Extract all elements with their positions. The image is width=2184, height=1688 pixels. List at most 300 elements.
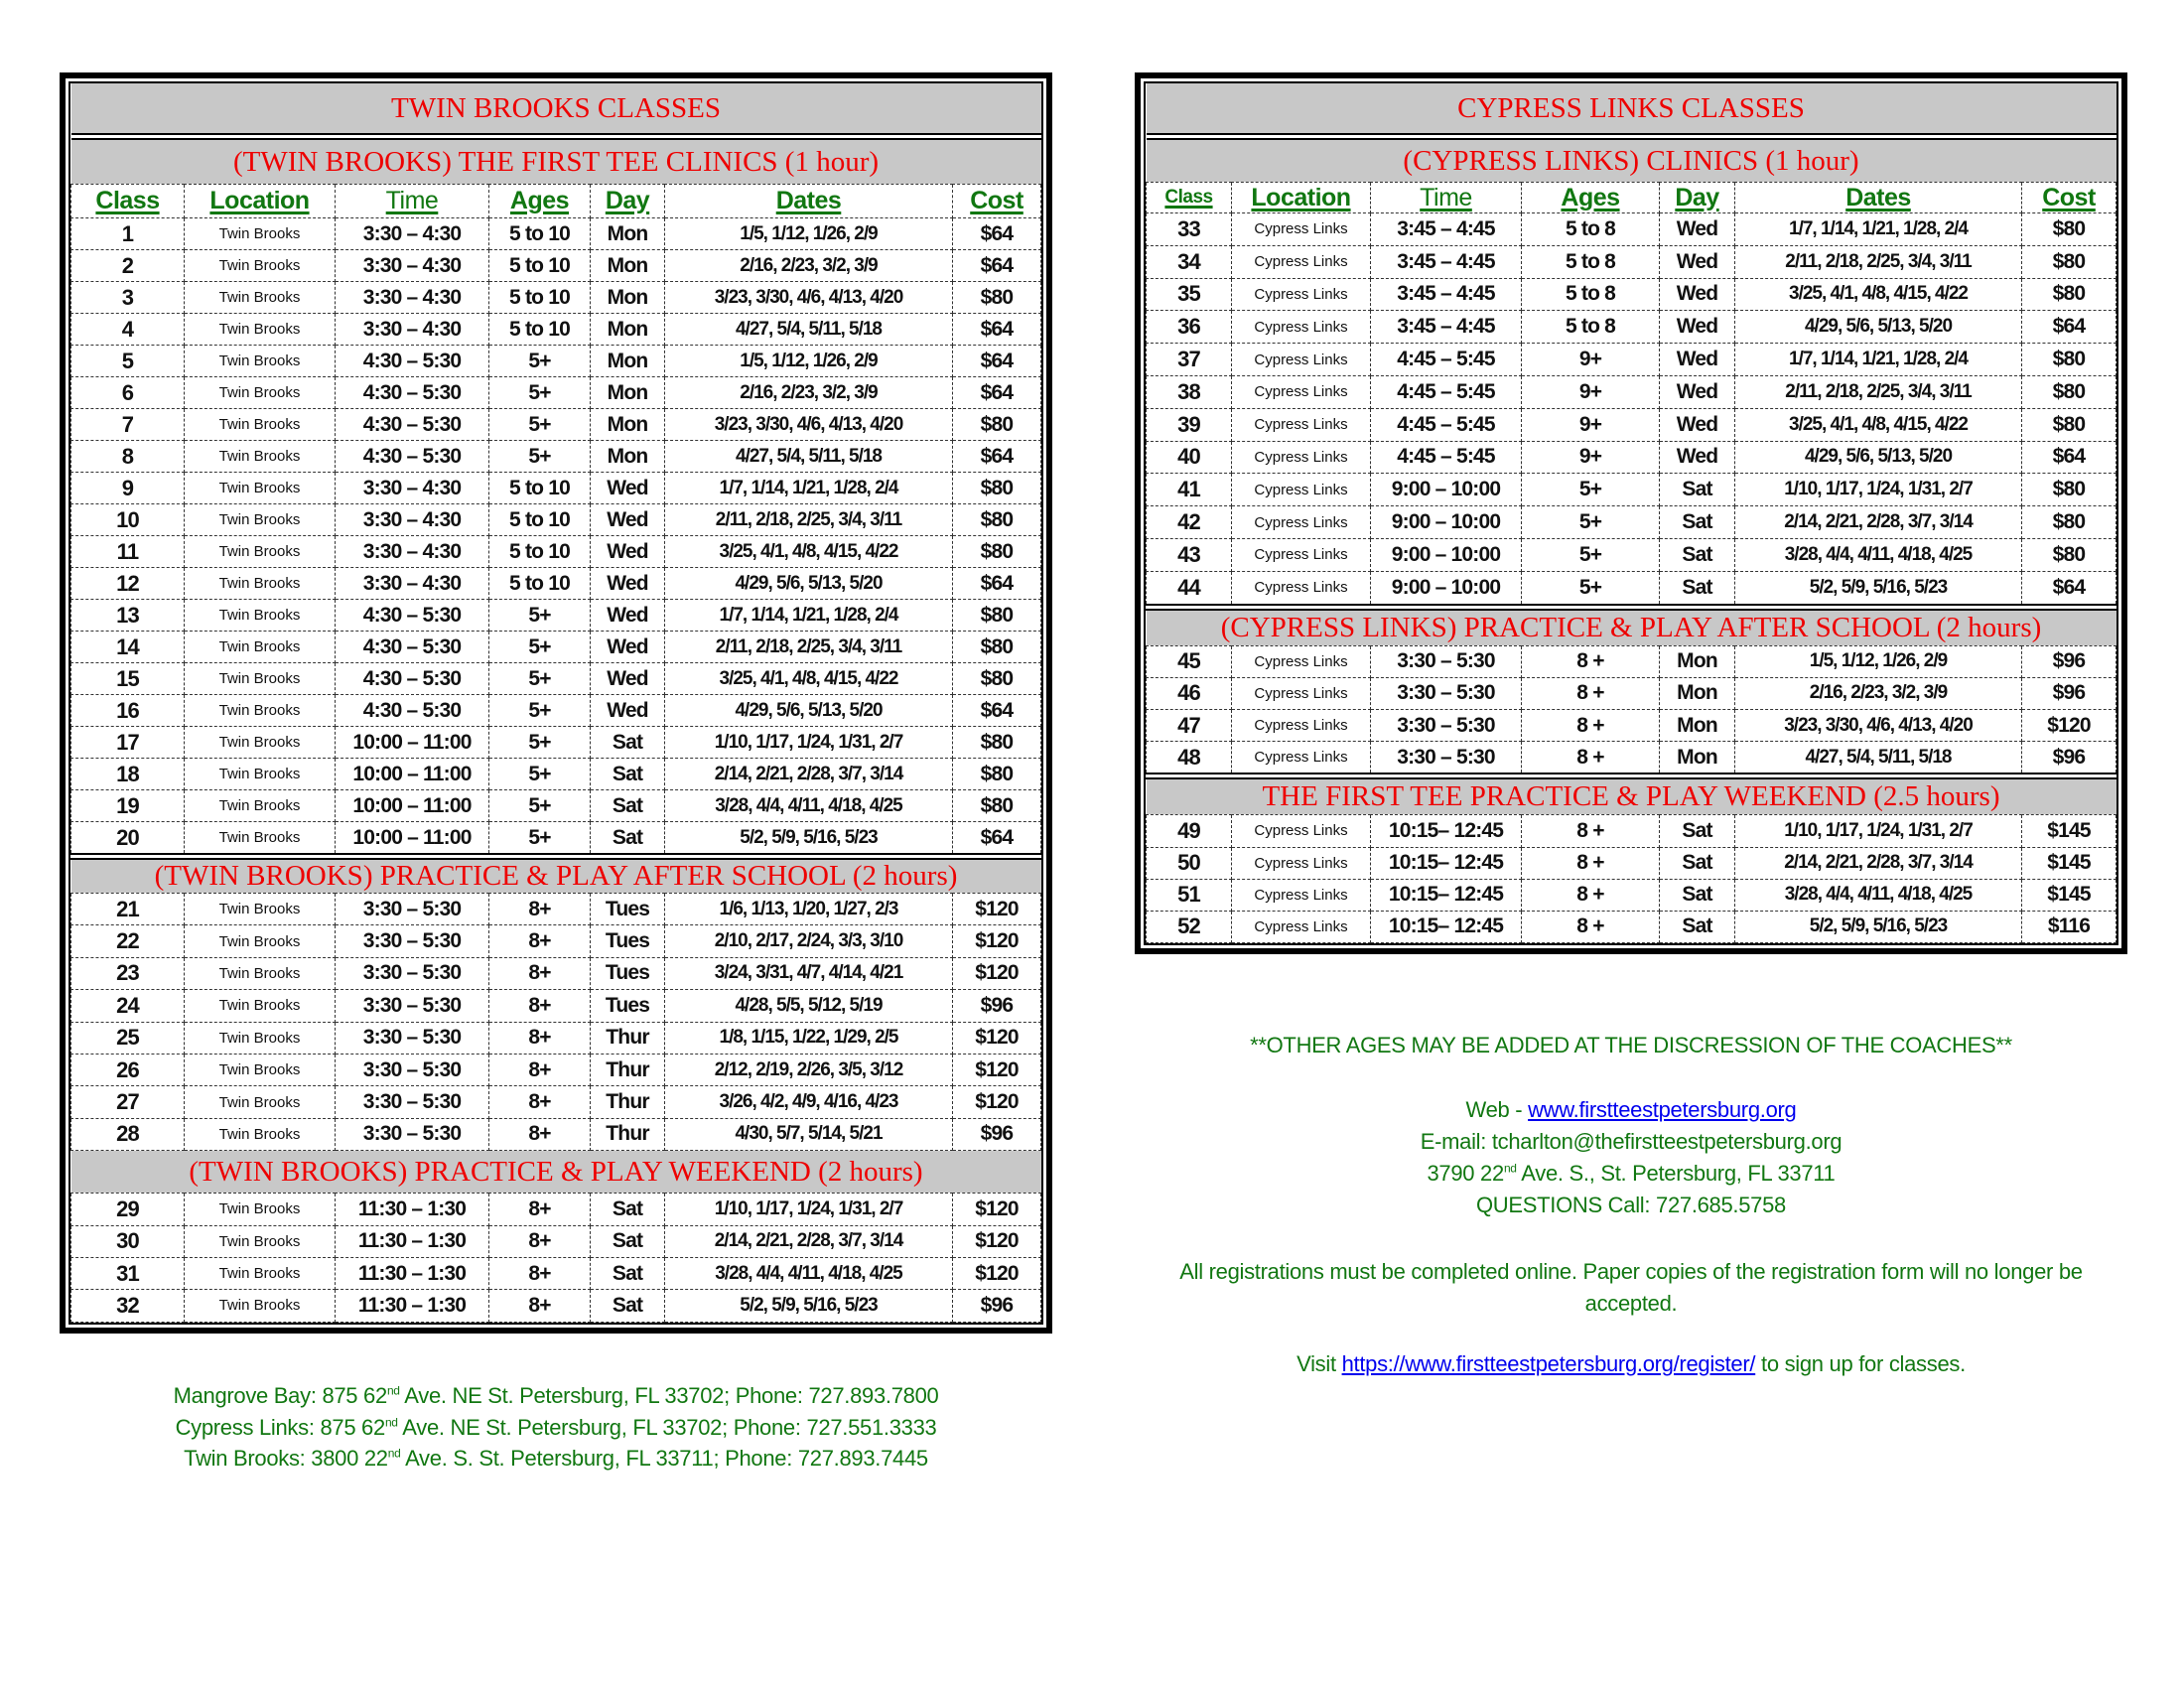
cell-day: Mon [591, 346, 665, 377]
cell-dates: 3/23, 3/30, 4/6, 4/13, 4/20 [1735, 709, 2022, 741]
table-row [71, 1257, 1041, 1289]
email-line: E-mail: tcharlton@thefirstteestpetersburg.org [1420, 1129, 1843, 1154]
cell-day: Sat [1660, 847, 1735, 879]
cell-class: 42 [1147, 506, 1232, 539]
cell-cost: $80 [953, 504, 1041, 536]
cell-day: Sat [1660, 879, 1735, 911]
table-row [1147, 474, 2116, 506]
table-row [71, 504, 1041, 536]
cell-ages: 5+ [489, 695, 591, 727]
cell-dates: 5/2, 5/9, 5/16, 5/23 [665, 1290, 953, 1322]
cell-cost: $120 [2022, 709, 2116, 741]
table-row [1147, 911, 2116, 942]
cell-time: 3:45 – 4:45 [1371, 213, 1522, 246]
cell-cost: $120 [953, 1257, 1041, 1289]
column-header-class: Class [1147, 183, 1232, 213]
cell-dates: 2/16, 2/23, 3/2, 3/9 [1735, 677, 2022, 709]
cell-class: 12 [71, 568, 185, 600]
cell-ages: 5 to 8 [1522, 278, 1660, 311]
cell-day: Thur [591, 1086, 665, 1118]
cell-class: 9 [71, 473, 185, 504]
table-row [71, 990, 1041, 1022]
cell-time: 9:00 – 10:00 [1371, 474, 1522, 506]
cell-location: Twin Brooks [185, 504, 336, 536]
cell-time: 4:45 – 5:45 [1371, 375, 1522, 408]
cell-dates: 3/23, 3/30, 4/6, 4/13, 4/20 [665, 282, 953, 314]
cell-dates: 1/7, 1/14, 1/21, 1/28, 2/4 [1735, 213, 2022, 246]
cell-day: Sat [1660, 506, 1735, 539]
cell-dates: 5/2, 5/9, 5/16, 5/23 [665, 822, 953, 857]
cell-day: Mon [591, 409, 665, 441]
cell-day: Wed [591, 504, 665, 536]
cell-time: 4:30 – 5:30 [336, 409, 489, 441]
cell-cost: $80 [2022, 375, 2116, 408]
cell-ages: 8+ [489, 1194, 591, 1225]
cell-time: 3:30 – 4:30 [336, 282, 489, 314]
cell-location: Twin Brooks [185, 1118, 336, 1150]
cell-class: 15 [71, 663, 185, 695]
cell-ages: 8+ [489, 1118, 591, 1150]
cell-dates: 1/6, 1/13, 1/20, 1/27, 2/3 [665, 894, 953, 925]
cell-day: Wed [591, 632, 665, 663]
cell-ages: 8 + [1522, 847, 1660, 879]
cell-dates: 1/10, 1/17, 1/24, 1/31, 2/7 [1735, 815, 2022, 847]
cell-day: Mon [591, 282, 665, 314]
cell-ages: 8 + [1522, 645, 1660, 677]
cell-location: Twin Brooks [185, 377, 336, 409]
cell-time: 9:00 – 10:00 [1371, 538, 1522, 571]
cell-location: Cypress Links [1232, 815, 1371, 847]
cell-location: Twin Brooks [185, 473, 336, 504]
cell-time: 10:00 – 11:00 [336, 822, 489, 857]
cell-dates: 4/28, 5/5, 5/12, 5/19 [665, 990, 953, 1022]
table-row [1147, 213, 2116, 246]
cell-time: 3:30 – 5:30 [336, 1022, 489, 1054]
address-detail: Ave. NE St. Petersburg, FL 33702; Phone: 727.893.7800 [399, 1383, 939, 1408]
table-row [71, 473, 1041, 504]
cell-ages: 5 to 10 [489, 282, 591, 314]
cell-class: 45 [1147, 645, 1232, 677]
cell-time: 3:30 – 4:30 [336, 504, 489, 536]
cell-location: Twin Brooks [185, 346, 336, 377]
visit-prefix: Visit [1297, 1351, 1342, 1376]
cell-ages: 9+ [1522, 344, 1660, 376]
cell-time: 4:45 – 5:45 [1371, 441, 1522, 474]
table-row [1147, 408, 2116, 441]
cell-location: Cypress Links [1232, 645, 1371, 677]
cell-time: 11:30 – 1:30 [336, 1290, 489, 1322]
cell-class: 5 [71, 346, 185, 377]
cell-ages: 9+ [1522, 375, 1660, 408]
cell-cost: $64 [953, 314, 1041, 346]
cell-time: 4:30 – 5:30 [336, 695, 489, 727]
cell-dates: 4/29, 5/6, 5/13, 5/20 [665, 695, 953, 727]
cell-day: Wed [591, 600, 665, 632]
column-header-class: Class [71, 185, 185, 218]
cell-location: Cypress Links [1232, 441, 1371, 474]
cell-day: Sat [1660, 538, 1735, 571]
cell-class: 46 [1147, 677, 1232, 709]
cell-cost: $80 [2022, 213, 2116, 246]
cell-ages: 5+ [489, 727, 591, 759]
cell-day: Mon [1660, 742, 1735, 776]
cypress-links-title: CYPRESS LINKS CLASSES [1147, 83, 2116, 137]
cell-cost: $96 [2022, 645, 2116, 677]
cell-location: Twin Brooks [185, 1086, 336, 1118]
cell-location: Twin Brooks [185, 925, 336, 957]
cell-class: 36 [1147, 311, 1232, 344]
cell-ages: 5+ [1522, 571, 1660, 607]
table-row [1147, 879, 2116, 911]
cell-cost: $80 [953, 759, 1041, 790]
column-header-cost: Cost [953, 185, 1041, 218]
cell-ages: 5 to 10 [489, 473, 591, 504]
cell-ages: 5+ [489, 632, 591, 663]
cell-day: Mon [591, 441, 665, 473]
table-row [1147, 311, 2116, 344]
website-link[interactable]: www.firstteestpetersburg.org [1528, 1097, 1797, 1122]
cell-dates: 1/10, 1/17, 1/24, 1/31, 2/7 [1735, 474, 2022, 506]
cell-time: 9:00 – 10:00 [1371, 571, 1522, 607]
cell-ages: 8+ [489, 990, 591, 1022]
cell-ages: 5+ [489, 441, 591, 473]
table-row [1147, 645, 2116, 677]
cell-time: 3:45 – 4:45 [1371, 278, 1522, 311]
cell-ages: 8+ [489, 957, 591, 989]
cell-day: Mon [1660, 677, 1735, 709]
table-row [71, 727, 1041, 759]
column-header-location: Location [1232, 183, 1371, 213]
cell-cost: $80 [953, 536, 1041, 568]
twin-brooks-title: TWIN BROOKS CLASSES [71, 83, 1041, 137]
cell-dates: 2/11, 2/18, 2/25, 3/4, 3/11 [1735, 375, 2022, 408]
cell-location: Twin Brooks [185, 632, 336, 663]
cell-time: 4:30 – 5:30 [336, 346, 489, 377]
cell-dates: 2/14, 2/21, 2/28, 3/7, 3/14 [1735, 847, 2022, 879]
cell-time: 4:45 – 5:45 [1371, 408, 1522, 441]
cell-cost: $120 [953, 894, 1041, 925]
visit-line [1135, 1351, 2127, 1377]
cell-class: 10 [71, 504, 185, 536]
cell-class: 6 [71, 377, 185, 409]
address-number: 3790 22 [1427, 1161, 1504, 1186]
cell-dates: 3/24, 3/31, 4/7, 4/14, 4/21 [665, 957, 953, 989]
cell-day: Sat [591, 1257, 665, 1289]
cell-location: Twin Brooks [185, 282, 336, 314]
address-line [60, 1415, 1052, 1441]
cell-cost: $80 [2022, 278, 2116, 311]
cell-dates: 2/12, 2/19, 2/26, 3/5, 3/12 [665, 1054, 953, 1085]
cell-day: Wed [1660, 311, 1735, 344]
cell-cost: $64 [953, 568, 1041, 600]
cell-class: 16 [71, 695, 185, 727]
cell-ages: 9+ [1522, 408, 1660, 441]
cell-location: Cypress Links [1232, 213, 1371, 246]
cell-ages: 5+ [489, 377, 591, 409]
cell-location: Cypress Links [1232, 408, 1371, 441]
cell-cost: $96 [953, 990, 1041, 1022]
cell-ages: 5 to 10 [489, 536, 591, 568]
register-link[interactable]: https://www.firstteestpetersburg.org/register/ [1341, 1351, 1756, 1376]
cell-time: 3:30 – 4:30 [336, 218, 489, 250]
cell-time: 10:00 – 11:00 [336, 759, 489, 790]
cell-cost: $64 [2022, 441, 2116, 474]
cell-dates: 2/14, 2/21, 2/28, 3/7, 3/14 [1735, 506, 2022, 539]
cell-time: 11:30 – 1:30 [336, 1257, 489, 1289]
cell-class: 2 [71, 250, 185, 282]
cell-class: 30 [71, 1225, 185, 1257]
column-header-ages: Ages [1522, 183, 1660, 213]
cell-location: Twin Brooks [185, 536, 336, 568]
section-title: (CYPRESS LINKS) PRACTICE & PLAY AFTER SCHOOL (2 hours) [1147, 607, 2116, 645]
cell-class: 50 [1147, 847, 1232, 879]
cell-dates: 3/25, 4/1, 4/8, 4/15, 4/22 [1735, 408, 2022, 441]
cell-class: 1 [71, 218, 185, 250]
cell-day: Thur [591, 1118, 665, 1150]
cell-day: Wed [1660, 408, 1735, 441]
cell-cost: $64 [953, 822, 1041, 857]
cell-ages: 8+ [489, 1054, 591, 1085]
cell-cost: $80 [2022, 344, 2116, 376]
cell-dates: 1/5, 1/12, 1/26, 2/9 [1735, 645, 2022, 677]
cell-ages: 5+ [489, 790, 591, 822]
cell-time: 11:30 – 1:30 [336, 1225, 489, 1257]
cell-class: 41 [1147, 474, 1232, 506]
cell-dates: 3/28, 4/4, 4/11, 4/18, 4/25 [1735, 879, 2022, 911]
table-row [71, 409, 1041, 441]
table-row [71, 894, 1041, 925]
cell-class: 26 [71, 1054, 185, 1085]
table-row [71, 632, 1041, 663]
cell-ages: 8+ [489, 1257, 591, 1289]
cell-time: 3:30 – 4:30 [336, 473, 489, 504]
cell-dates: 1/10, 1/17, 1/24, 1/31, 2/7 [665, 1194, 953, 1225]
cell-time: 3:30 – 4:30 [336, 314, 489, 346]
cell-location: Twin Brooks [185, 727, 336, 759]
cell-ages: 5+ [1522, 474, 1660, 506]
cell-location: Twin Brooks [185, 1290, 336, 1322]
cell-cost: $120 [953, 1225, 1041, 1257]
cell-cost: $64 [953, 695, 1041, 727]
table-row [71, 1290, 1041, 1322]
address-text: Twin Brooks: 3800 22 [184, 1446, 388, 1471]
ordinal-suffix: nd [386, 1383, 400, 1398]
table-row [1147, 742, 2116, 776]
cell-class: 48 [1147, 742, 1232, 776]
cell-ages: 8 + [1522, 879, 1660, 911]
cell-ages: 5 to 8 [1522, 311, 1660, 344]
table-row [1147, 815, 2116, 847]
column-header-ages: Ages [489, 185, 591, 218]
cell-dates: 4/27, 5/4, 5/11, 5/18 [665, 441, 953, 473]
cypress-links-schedule [1135, 72, 2127, 954]
cell-class: 13 [71, 600, 185, 632]
cell-dates: 2/16, 2/23, 3/2, 3/9 [665, 250, 953, 282]
cell-day: Sat [591, 1290, 665, 1322]
section-title: (CYPRESS LINKS) CLINICS (1 hour) [1147, 137, 2116, 183]
visit-suffix: to sign up for classes. [1755, 1351, 1966, 1376]
cell-dates: 3/25, 4/1, 4/8, 4/15, 4/22 [665, 536, 953, 568]
cell-cost: $80 [953, 663, 1041, 695]
cell-location: Twin Brooks [185, 695, 336, 727]
cell-cost: $80 [953, 282, 1041, 314]
section-title: (TWIN BROOKS) PRACTICE & PLAY WEEKEND (2 hours) [71, 1151, 1041, 1194]
cell-cost: $80 [953, 600, 1041, 632]
cell-ages: 8 + [1522, 815, 1660, 847]
cell-dates: 1/7, 1/14, 1/21, 1/28, 2/4 [1735, 344, 2022, 376]
cell-class: 40 [1147, 441, 1232, 474]
cell-cost: $96 [953, 1290, 1041, 1322]
cell-cost: $80 [953, 727, 1041, 759]
cell-dates: 3/25, 4/1, 4/8, 4/15, 4/22 [665, 663, 953, 695]
cell-class: 34 [1147, 245, 1232, 278]
cell-day: Tues [591, 925, 665, 957]
cell-cost: $120 [953, 1022, 1041, 1054]
registration-note: All registrations must be completed online. Paper copies of the registration form will no longer be accepted. [1179, 1259, 2083, 1316]
column-header-time: Time [1371, 183, 1522, 213]
cell-day: Tues [591, 990, 665, 1022]
cell-ages: 5 to 10 [489, 504, 591, 536]
cell-location: Cypress Links [1232, 847, 1371, 879]
cell-location: Twin Brooks [185, 1225, 336, 1257]
cell-location: Twin Brooks [185, 600, 336, 632]
cell-time: 11:30 – 1:30 [336, 1194, 489, 1225]
web-label: Web - [1465, 1097, 1529, 1122]
cell-location: Twin Brooks [185, 894, 336, 925]
cell-cost: $80 [953, 632, 1041, 663]
cell-ages: 5 to 10 [489, 250, 591, 282]
cell-cost: $145 [2022, 879, 2116, 911]
cell-time: 3:30 – 4:30 [336, 536, 489, 568]
cell-day: Mon [591, 218, 665, 250]
cell-location: Twin Brooks [185, 990, 336, 1022]
cell-ages: 5 to 8 [1522, 245, 1660, 278]
cell-day: Tues [591, 957, 665, 989]
cell-day: Wed [1660, 213, 1735, 246]
table-row [71, 377, 1041, 409]
column-header-day: Day [591, 185, 665, 218]
table-row [1147, 278, 2116, 311]
ordinal-suffix: nd [387, 1446, 401, 1461]
cell-dates: 3/28, 4/4, 4/11, 4/18, 4/25 [665, 1257, 953, 1289]
cell-dates: 3/25, 4/1, 4/8, 4/15, 4/22 [1735, 278, 2022, 311]
cell-location: Cypress Links [1232, 571, 1371, 607]
cell-time: 3:30 – 4:30 [336, 568, 489, 600]
cell-ages: 8 + [1522, 677, 1660, 709]
table-row [71, 925, 1041, 957]
twin-brooks-table [70, 83, 1041, 1323]
cell-time: 10:00 – 11:00 [336, 790, 489, 822]
table-row [71, 314, 1041, 346]
address-detail: Ave. NE St. Petersburg, FL 33702; Phone: 727.551.3333 [397, 1414, 937, 1440]
table-row [71, 790, 1041, 822]
table-row [71, 1118, 1041, 1150]
cell-location: Twin Brooks [185, 441, 336, 473]
cell-day: Sat [591, 1225, 665, 1257]
cell-day: Sat [591, 1194, 665, 1225]
cell-day: Thur [591, 1022, 665, 1054]
cell-ages: 5+ [489, 663, 591, 695]
column-header-row [1147, 183, 2116, 213]
cell-dates: 3/28, 4/4, 4/11, 4/18, 4/25 [665, 790, 953, 822]
cell-class: 33 [1147, 213, 1232, 246]
cell-location: Twin Brooks [185, 250, 336, 282]
cell-day: Wed [591, 536, 665, 568]
cell-dates: 1/8, 1/15, 1/22, 1/29, 2/5 [665, 1022, 953, 1054]
table-row [71, 250, 1041, 282]
column-header-dates: Dates [1735, 183, 2022, 213]
table-row [71, 1225, 1041, 1257]
cell-cost: $80 [2022, 245, 2116, 278]
cell-location: Cypress Links [1232, 709, 1371, 741]
cell-dates: 4/27, 5/4, 5/11, 5/18 [1735, 742, 2022, 776]
cell-class: 29 [71, 1194, 185, 1225]
cell-time: 10:15– 12:45 [1371, 815, 1522, 847]
cell-location: Cypress Links [1232, 344, 1371, 376]
table-title-row [71, 83, 1041, 137]
cell-time: 3:30 – 4:30 [336, 250, 489, 282]
cell-day: Sat [1660, 474, 1735, 506]
cell-cost: $80 [2022, 506, 2116, 539]
cell-ages: 5 to 8 [1522, 213, 1660, 246]
cell-cost: $145 [2022, 815, 2116, 847]
cell-cost: $80 [2022, 408, 2116, 441]
cell-ages: 5+ [1522, 538, 1660, 571]
cell-cost: $80 [2022, 538, 2116, 571]
ordinal-suffix: nd [384, 1415, 398, 1430]
section-header [1147, 607, 2116, 645]
table-row [71, 536, 1041, 568]
table-row [71, 1054, 1041, 1085]
cell-day: Sat [591, 822, 665, 857]
cell-location: Cypress Links [1232, 742, 1371, 776]
cell-class: 21 [71, 894, 185, 925]
cell-location: Twin Brooks [185, 1194, 336, 1225]
cell-cost: $96 [953, 1118, 1041, 1150]
cell-ages: 8+ [489, 925, 591, 957]
cell-dates: 2/14, 2/21, 2/28, 3/7, 3/14 [665, 759, 953, 790]
cell-class: 20 [71, 822, 185, 857]
cell-time: 3:30 – 5:30 [1371, 645, 1522, 677]
column-header-dates: Dates [665, 185, 953, 218]
cell-cost: $64 [953, 441, 1041, 473]
cell-day: Wed [591, 473, 665, 504]
cell-cost: $64 [953, 377, 1041, 409]
cell-time: 3:45 – 4:45 [1371, 245, 1522, 278]
cell-location: Cypress Links [1232, 375, 1371, 408]
cell-dates: 1/7, 1/14, 1/21, 1/28, 2/4 [665, 600, 953, 632]
table-row [71, 759, 1041, 790]
section-title: (TWIN BROOKS) THE FIRST TEE CLINICS (1 hour) [71, 137, 1041, 185]
cell-location: Twin Brooks [185, 663, 336, 695]
section-title: (TWIN BROOKS) PRACTICE & PLAY AFTER SCHOOL (2 hours) [71, 857, 1041, 894]
table-row [71, 218, 1041, 250]
cell-ages: 5 to 10 [489, 218, 591, 250]
cell-dates: 2/14, 2/21, 2/28, 3/7, 3/14 [665, 1225, 953, 1257]
cell-time: 9:00 – 10:00 [1371, 506, 1522, 539]
cell-location: Twin Brooks [185, 957, 336, 989]
cell-dates: 3/23, 3/30, 4/6, 4/13, 4/20 [665, 409, 953, 441]
cell-day: Mon [591, 314, 665, 346]
cell-location: Twin Brooks [185, 759, 336, 790]
cell-cost: $96 [2022, 677, 2116, 709]
cell-dates: 2/10, 2/17, 2/24, 3/3, 3/10 [665, 925, 953, 957]
cell-time: 10:15– 12:45 [1371, 879, 1522, 911]
web-line [1135, 1097, 2127, 1123]
address-text: Mangrove Bay: 875 62 [173, 1383, 387, 1408]
table-row [71, 1086, 1041, 1118]
cell-location: Twin Brooks [185, 1054, 336, 1085]
